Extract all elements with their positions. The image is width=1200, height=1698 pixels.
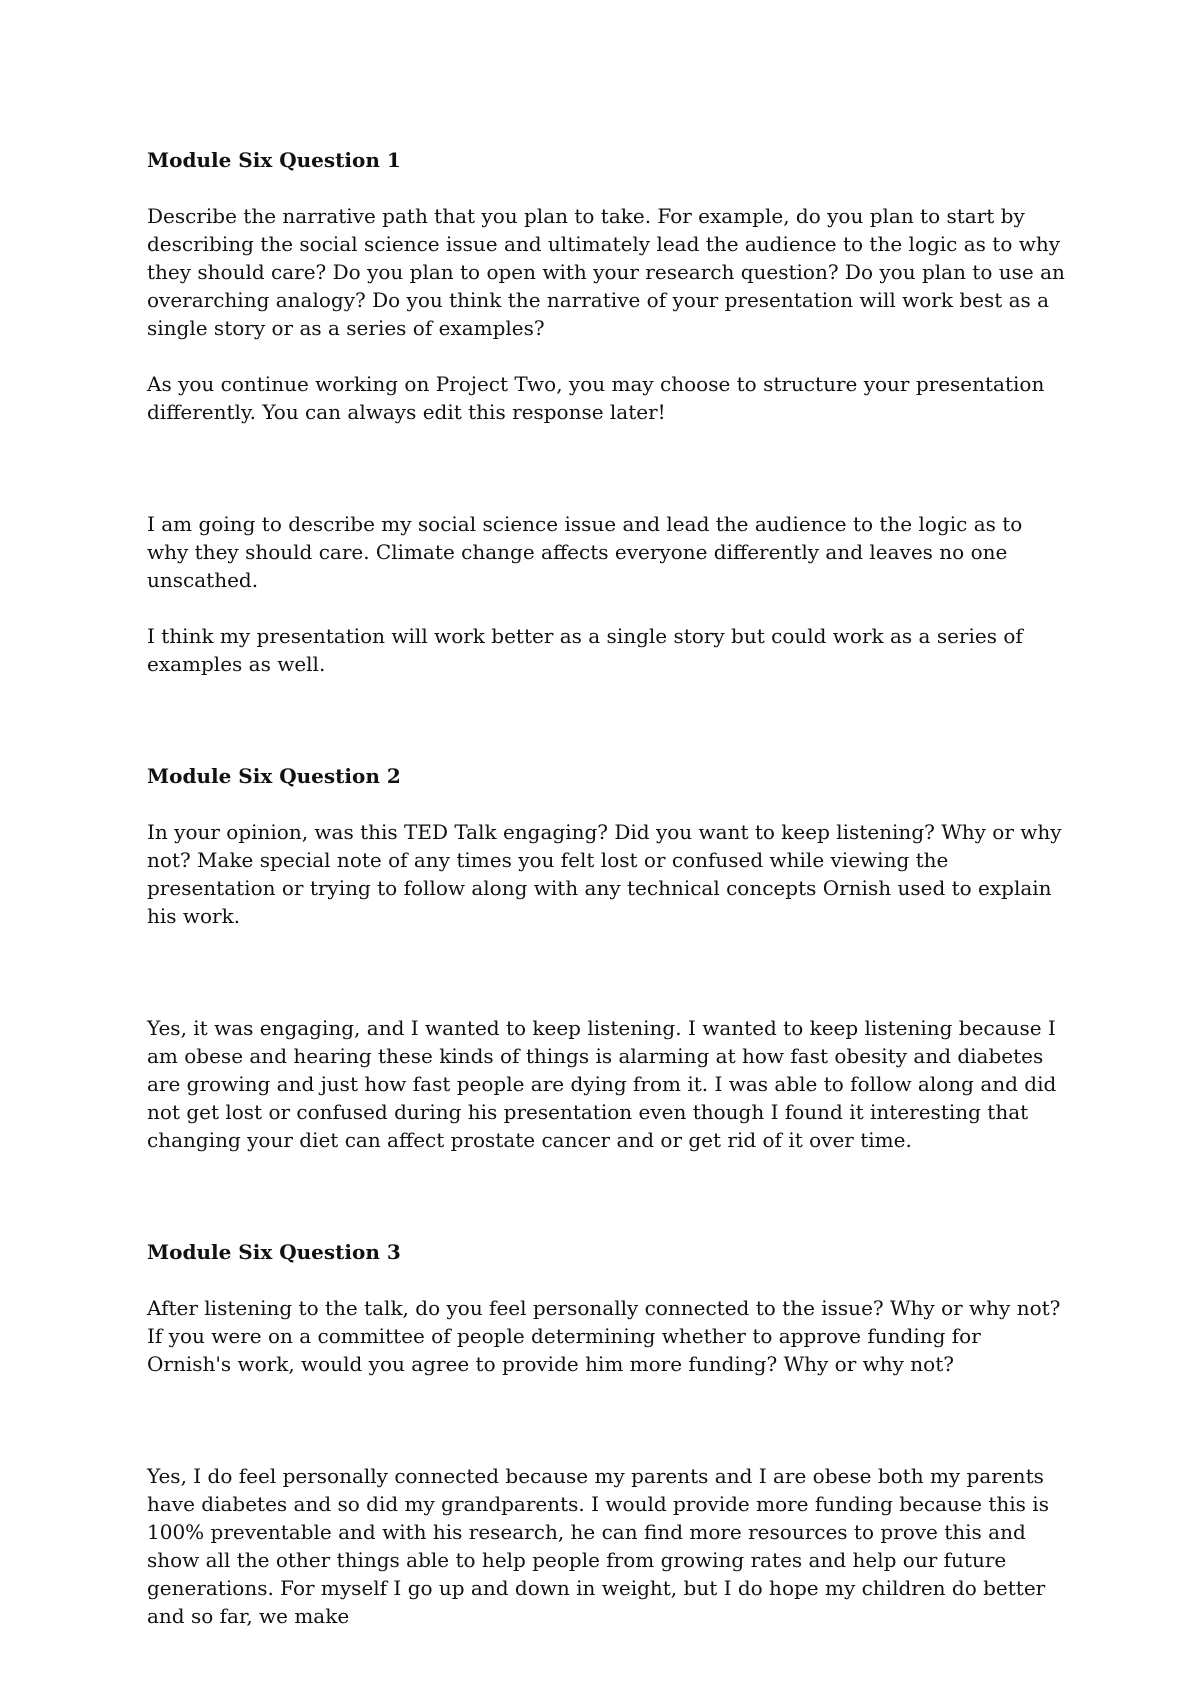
answer-paragraph: I am going to describe my social science issue and lead the audience to the logic as to why they should care. Climate change affects everyone differently and leaves no one unscathed. (147, 512, 1023, 592)
answer-paragraph: Yes, it was engaging, and I wanted to keep listening. I wanted to keep listening because I am obese and hearing these kinds of things is alarming at how fast obesity and diabetes are growing and just how fast people are dying from it. I was able to follow along and did not get lost or confused during his presentation even though I found it interesting that changing your diet can affect prostate cancer and or get rid of it over time. (147, 1016, 1057, 1152)
section-heading: Module Six Question 2 (147, 764, 401, 788)
question-prompt: In your opinion, was this TED Talk engaging? Did you want to keep listening? Why or why not? Make special note of any times you felt lost or confused while viewing the presentation or trying to follow along with any technical concepts Ornish used to explain his work. (147, 820, 1062, 928)
section-heading: Module Six Question 1 (147, 148, 401, 172)
answer-paragraph: Yes, I do feel personally connected because my parents and I are obese both my parents have diabetes and so did my grandparents. I would provide more funding because this is 100% preventable and with his research, he can find more resources to prove this and show all the other things able to help people from growing rates and help our future generations. For myself I go up and down in weight, but I do hope my children do better and so far, we make (147, 1464, 1049, 1628)
question-prompt: As you continue working on Project Two, you may choose to structure your presentation differently. You can always edit this response later! (147, 372, 1045, 424)
section-heading: Module Six Question 3 (147, 1240, 401, 1264)
question-prompt: Describe the narrative path that you plan to take. For example, do you plan to start by describing the social science issue and ultimately lead the audience to the logic as to why they should care? Do you plan to open with your research question? Do you plan to use an overarching analogy? Do you think the narrative of your presentation will work best as a single story or as a series of examples? (147, 204, 1065, 340)
section-question-2 (147, 762, 1067, 1154)
question-prompt: After listening to the talk, do you feel personally connected to the issue? Why or why not? If you were on a committee of people determining whether to approve funding for Ornish's work, would you agree to provide him more funding? Why or why not? (147, 1296, 1061, 1376)
answer-paragraph: I think my presentation will work better as a single story but could work as a series of examples as well. (147, 624, 1023, 676)
document-body (147, 146, 1067, 1630)
section-question-3 (147, 1238, 1067, 1630)
section-question-1 (147, 146, 1067, 678)
